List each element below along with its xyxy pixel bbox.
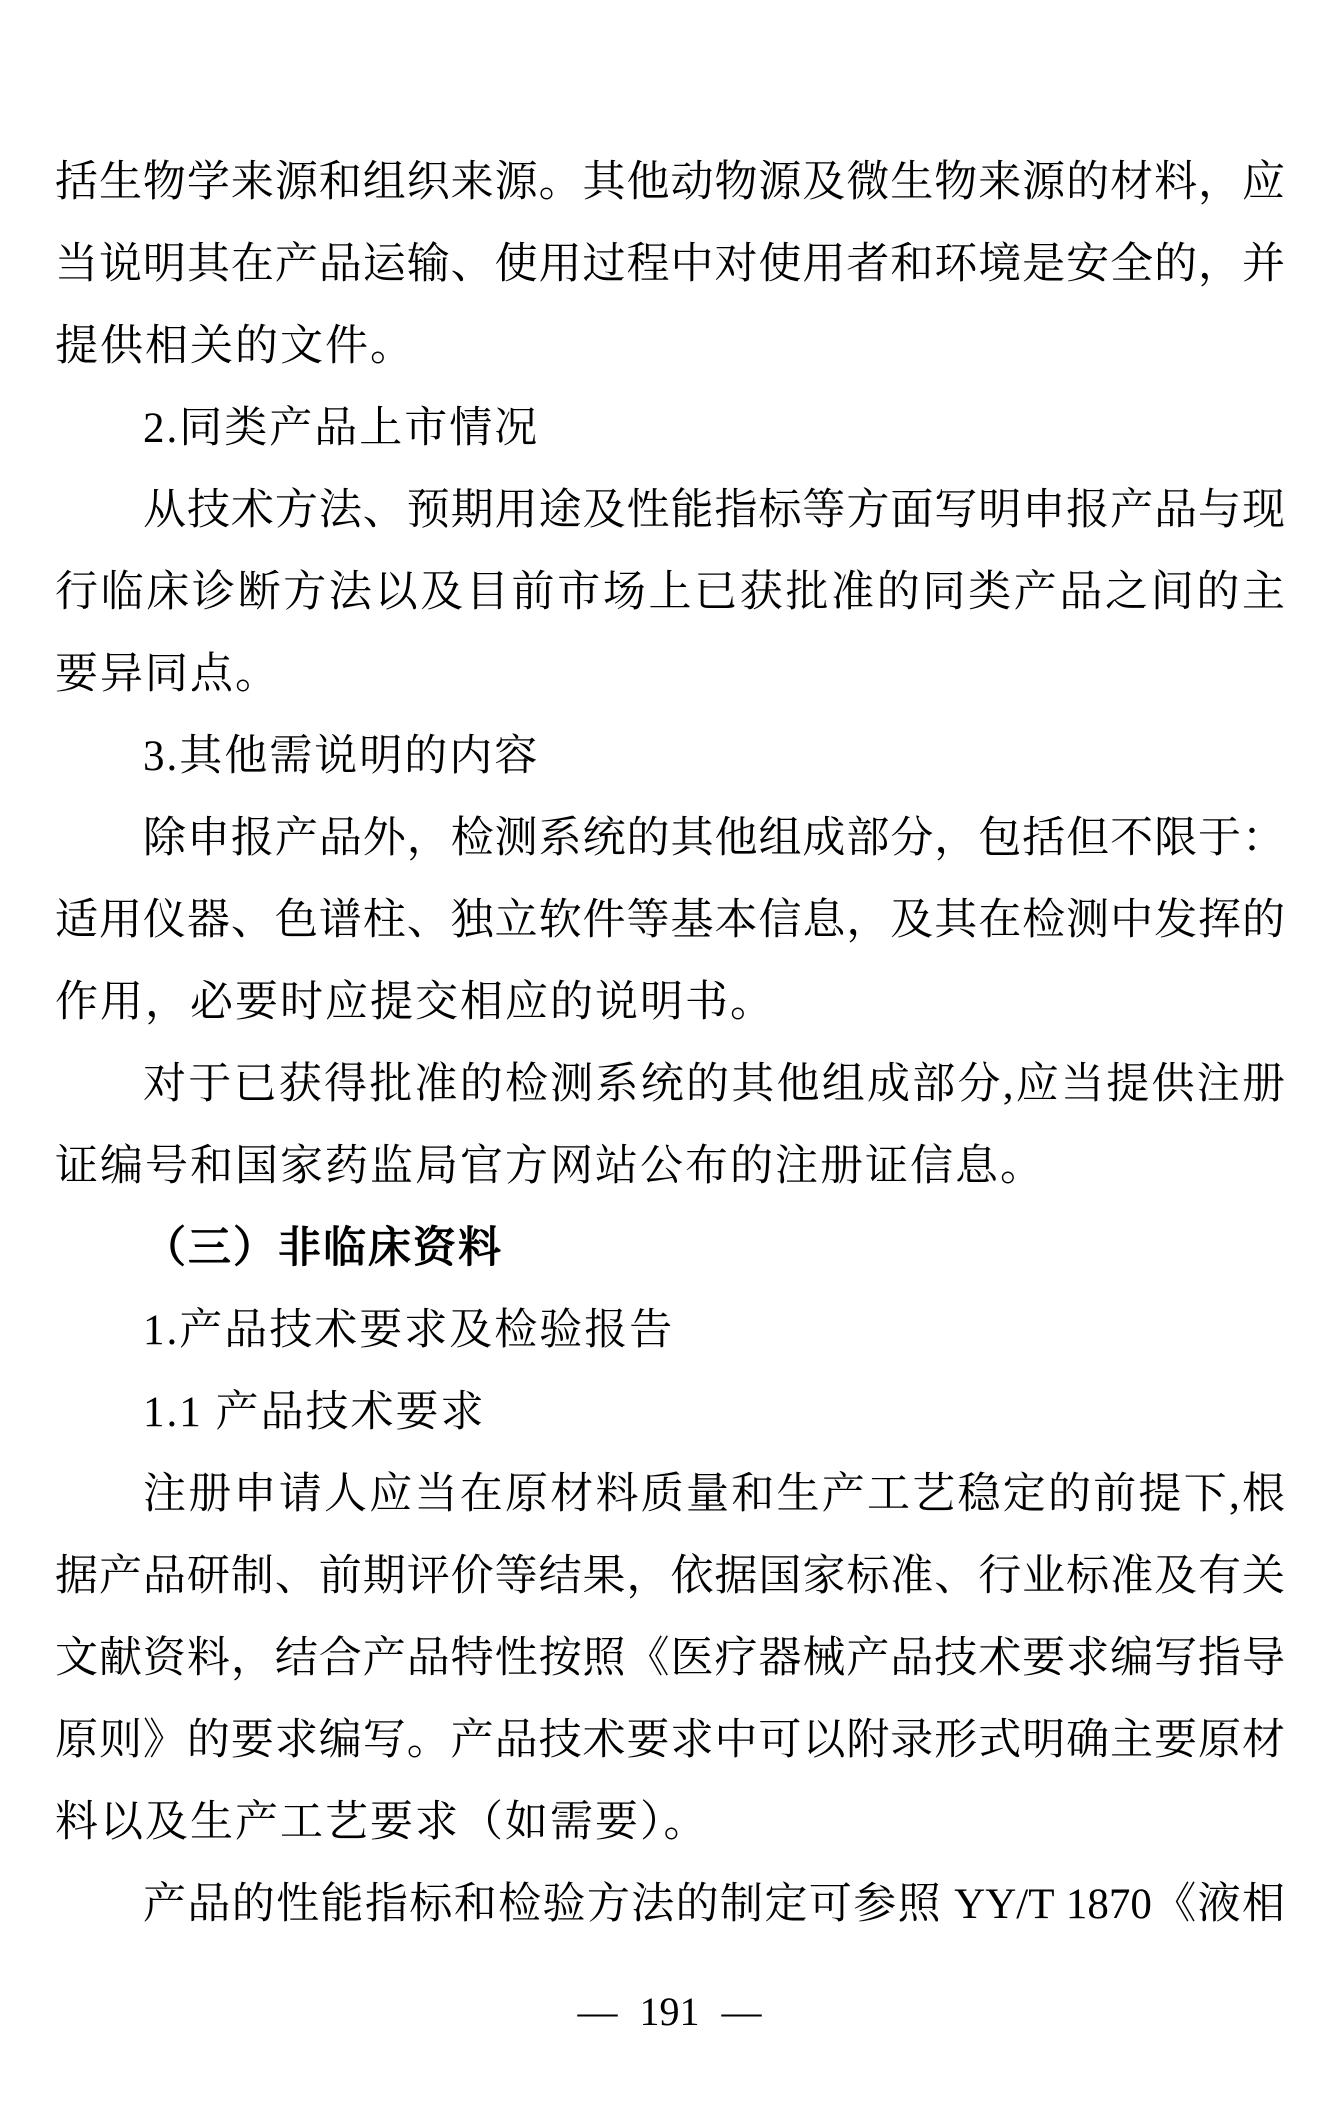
text-line: 除申报产品外，检测系统的其他组成部分，包括但不限于： <box>143 815 1285 862</box>
text-line: 当说明其在产品运输、使用过程中对使用者和环境是安全的，并 <box>55 241 1285 288</box>
text-line: 3.其他需说明的内容 <box>143 733 540 780</box>
text-line: 1.产品技术要求及检验报告 <box>143 1307 675 1354</box>
text-line: 1.1 产品技术要求 <box>143 1389 486 1436</box>
text-line: 作用，必要时应提交相应的说明书。 <box>55 979 775 1026</box>
text-line: 要异同点。 <box>55 651 280 698</box>
text-line: 注册申请人应当在原材料质量和生产工艺稳定的前提下,根 <box>143 1471 1285 1518</box>
text-line: 据产品研制、前期评价等结果，依据国家标准、行业标准及有关 <box>55 1553 1285 1600</box>
page-number: 191 <box>639 1989 700 2034</box>
text-line: 产品的性能指标和检验方法的制定可参照 YY/T 1870《液相 <box>143 1881 1285 1928</box>
text-line: 证编号和国家药监局官方网站公布的注册证信息。 <box>55 1143 1045 1190</box>
footer-dash-left: — <box>577 1989 618 2034</box>
text-line: 文献资料，结合产品特性按照《医疗器械产品技术要求编写指导 <box>55 1635 1285 1682</box>
text-line: 行临床诊断方法以及目前市场上已获批准的同类产品之间的主 <box>55 569 1285 616</box>
document-body <box>55 142 1285 1946</box>
text-line: 从技术方法、预期用途及性能指标等方面写明申报产品与现 <box>143 487 1285 534</box>
text-line: 提供相关的文件。 <box>55 323 415 370</box>
footer-dash-right: — <box>721 1989 762 2034</box>
text-line: 原则》的要求编写。产品技术要求中可以附录形式明确主要原材 <box>55 1717 1285 1764</box>
text-line: 2.同类产品上市情况 <box>143 405 540 452</box>
page-footer <box>0 1990 1339 2034</box>
text-line: 适用仪器、色谱柱、独立软件等基本信息，及其在检测中发挥的 <box>55 897 1285 944</box>
text-line: 括生物学来源和组织来源。其他动物源及微生物来源的材料，应 <box>55 159 1285 206</box>
text-line: 料以及生产工艺要求（如需要）。 <box>55 1799 709 1846</box>
text-line: （三）非临床资料 <box>143 1225 503 1272</box>
text-line: 对于已获得批准的检测系统的其他组成部分,应当提供注册 <box>143 1061 1285 1108</box>
